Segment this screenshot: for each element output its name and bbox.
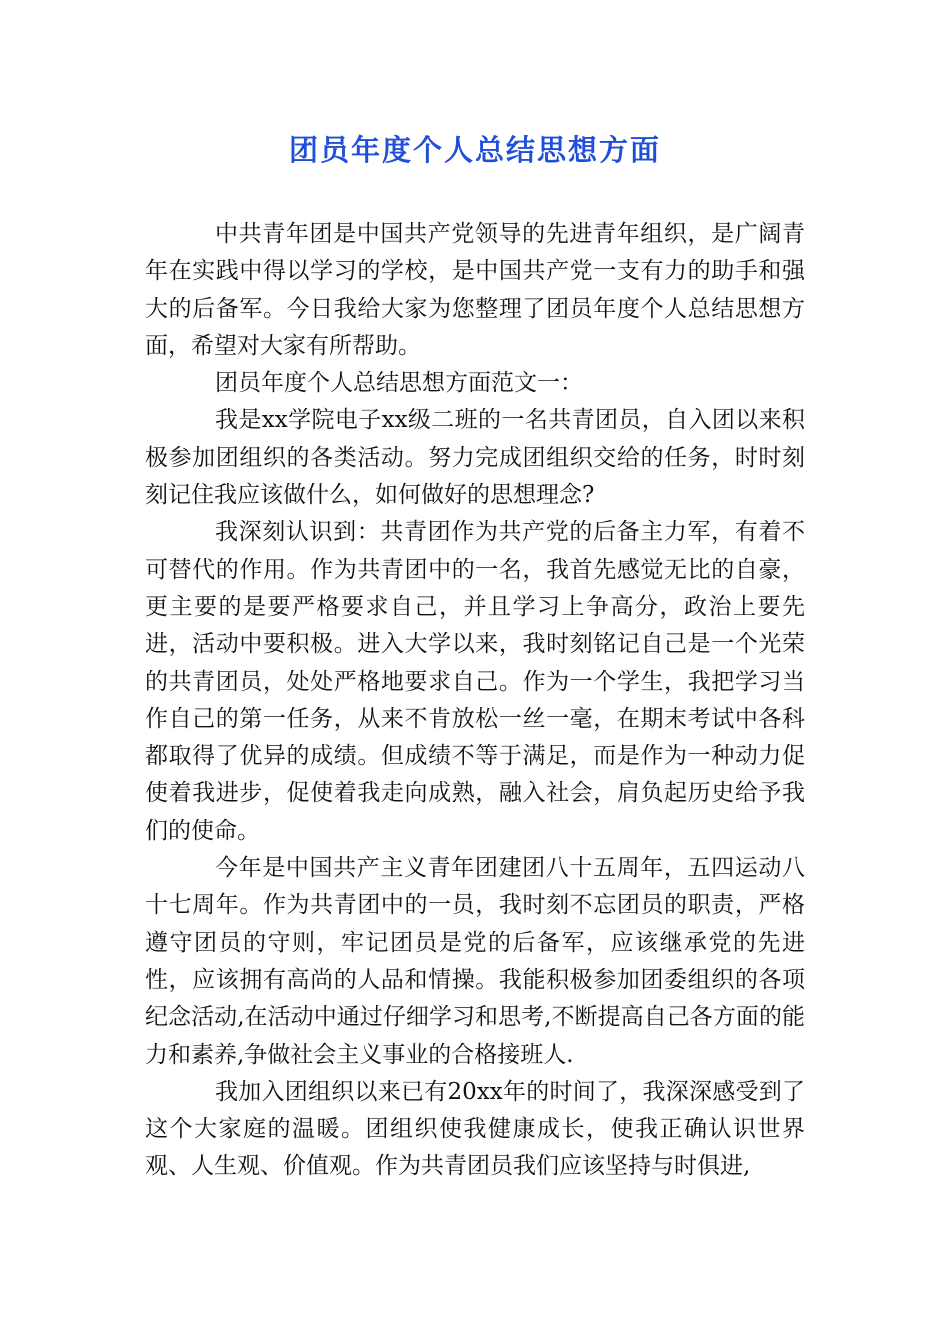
paragraph-understanding: 我深刻认识到：共青团作为共产党的后备主力军，有着不可替代的作用。作为共青团中的一名，我首先感觉无比的自豪，更主要的是要严格要求自己，并且学习上争高分，政治上要先进，活动中要积极。进入大学以来，我时刻铭记自己是一个光荣的共青团员，处处严格地要求自己。作为一个学生，我把学习当作自己的第一任务，从来不肯放松一丝一毫，在期末考试中各科都取得了优异的成绩。但成绩不等于满足，而是作为一种动力促使着我进步，促使着我走向成熟，融入社会，肩负起历史给予我们的使命。 bbox=[145, 519, 805, 844]
paragraph-sample-heading: 团员年度个人总结思想方面范文一： bbox=[215, 370, 583, 397]
paragraph-growth: 我加入团组织以来已有20xx年的时间了，我深深感受到了这个大家庭的温暖。团组织使我健康成长，使我正确认识世界观、人生观、价值观。作为共青团员我们应该坚持与时俱进, bbox=[145, 1078, 805, 1180]
paragraph-self-intro: 我是xx学院电子xx级二班的一名共青团员，自入团以来积极参加团组织的各类活动。努力完成团组织交给的任务，时时刻刻记住我应该做什么，如何做好的思想理念? bbox=[145, 407, 805, 509]
document-body bbox=[145, 216, 805, 1186]
paragraph-anniversary: 今年是中国共产主义青年团建团八十五周年，五四运动八十七周年。作为共青团中的一员，我时刻不忘团员的职责，严格遵守团员的守则，牢记团员是党的后备军，应该继承党的先进性，应该拥有高尚的人品和情操。我能积极参加团委组织的各项纪念活动,在活动中通过仔细学习和思考,不断提高自己各方面的能力和素养,争做社会主义事业的合格接班人. bbox=[145, 855, 805, 1068]
paragraph-intro: 中共青年团是中国共产党领导的先进青年组织，是广阔青年在实践中得以学习的学校，是中国共产党一支有力的助手和强大的后备军。今日我给大家为您整理了团员年度个人总结思想方面，希望对大家有所帮助。 bbox=[145, 221, 805, 359]
document-title: 团员年度个人总结思想方面 bbox=[288, 133, 661, 167]
